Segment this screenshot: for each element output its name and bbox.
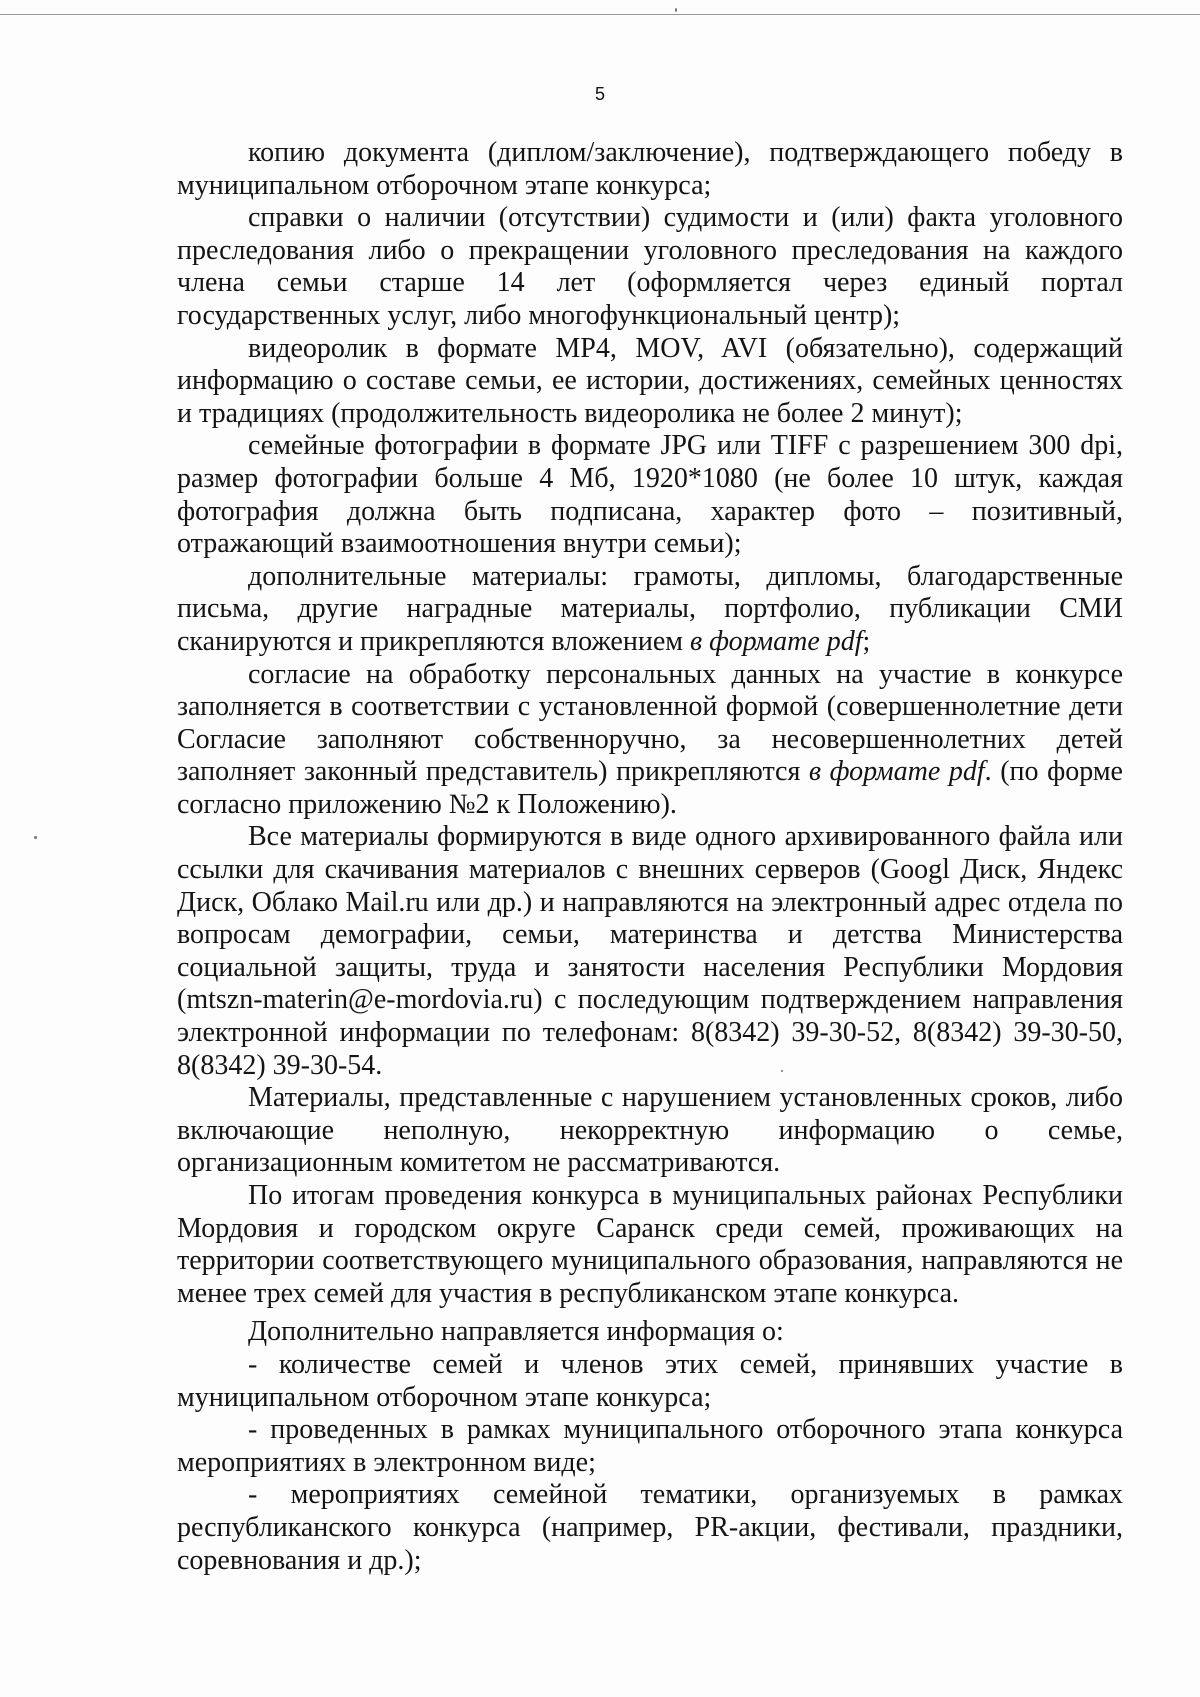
paragraph-results: По итогам проведения конкурса в муниципальных районах Республики Мордовия и городском округе Саранск среди семей, проживающих на территории соответствующего муниципального образования, направляются не менее трех семей для участия в республиканском этапе конкурса.: [177, 1180, 1123, 1309]
scan-speck: [781, 1070, 783, 1072]
scan-speck: [34, 836, 37, 839]
scan-speck: [675, 8, 677, 12]
paragraph-materials-submission: Все материалы формируются в виде одного архивированного файла или ссылки для скачивания материалов с внешних серверов (Googl Диск, Яндекс Диск, Облако Mail.ru или др.) и направляются на электронный адрес отдела по вопросам демографии, семьи, материнства и детства Министерства социальной защиты, труда и занятости населения Республики Мордовия (mtszn-materin@e-mordovia.ru) с последующим подтверждением направления электронной информации по телефонам: 8(8342) 39-30-52, 8(8342) 39-30-50, 8(8342) 39-30-54.: [177, 821, 1123, 1081]
paragraph-consent: согласие на обработку персональных данных на участие в конкурсе заполняется в соответствии с установленной формой (совершеннолетние дети Согласие заполняют собственноручно, за несовершеннолетних детей заполняет законный представитель) прикрепляются в формате pdf. (по форме согласно приложению №2 к Положению).: [177, 658, 1123, 820]
list-item-events-electronic: - проведенных в рамках муниципального отборочного этапа конкурса мероприятиях в электронном виде;: [177, 1414, 1123, 1478]
paragraph-additional-info: Дополнительно направляется информация о:: [248, 1316, 784, 1348]
list-item-family-events: - мероприятиях семейной тематики, организуемых в рамках республиканского конкурса (например, PR-акции, фестивали, праздники, соревнования и др.);: [177, 1479, 1123, 1576]
paragraph-criminal-record: справки о наличии (отсутствии) судимости и (или) факта уголовного преследования либо о прекращении уголовного преследования на каждого члена семьи старше 14 лет (оформляется через единый портал государственных услуг, либо многофункциональный центр);: [177, 202, 1123, 331]
paragraph-photos: семейные фотографии в формате JPG или TIFF с разрешением 300 dpi, размер фотографии больше 4 Мб, 1920*1080 (не более 10 штук, каждая фотография должна быть подписана, характер фото – позитивный, отражающий взаимоотношения внутри семьи);: [177, 430, 1123, 560]
paragraph-diploma-copy: копию документа (диплом/заключение), подтверждающего победу в муниципальном отборочном этапе конкурса;: [177, 137, 1123, 201]
list-item-families-count: - количестве семей и членов этих семей, принявших участие в муниципальном отборочном этапе конкурса;: [177, 1348, 1123, 1413]
page-number: 5: [594, 84, 605, 104]
scan-top-edge-line: [0, 14, 1200, 15]
document-body: [177, 137, 1123, 1577]
paragraph-additional-materials: дополнительные материалы: грамоты, дипломы, благодарственные письма, другие наградные материалы, портфолио, публикации СМИ сканируются и прикрепляются вложением в формате pdf;: [177, 560, 1123, 657]
paragraph-video: видеоролик в формате MP4, MOV, AVI (обязательно), содержащий информацию о составе семьи, ее истории, достижениях, семейных ценностях и традициях (продолжительность видеоролика не более 2 минут);: [177, 332, 1123, 429]
paragraph-violations: Материалы, представленные с нарушением установленных сроков, либо включающие неполную, некорректную информацию о семье, организационным комитетом не рассматриваются.: [177, 1082, 1123, 1179]
